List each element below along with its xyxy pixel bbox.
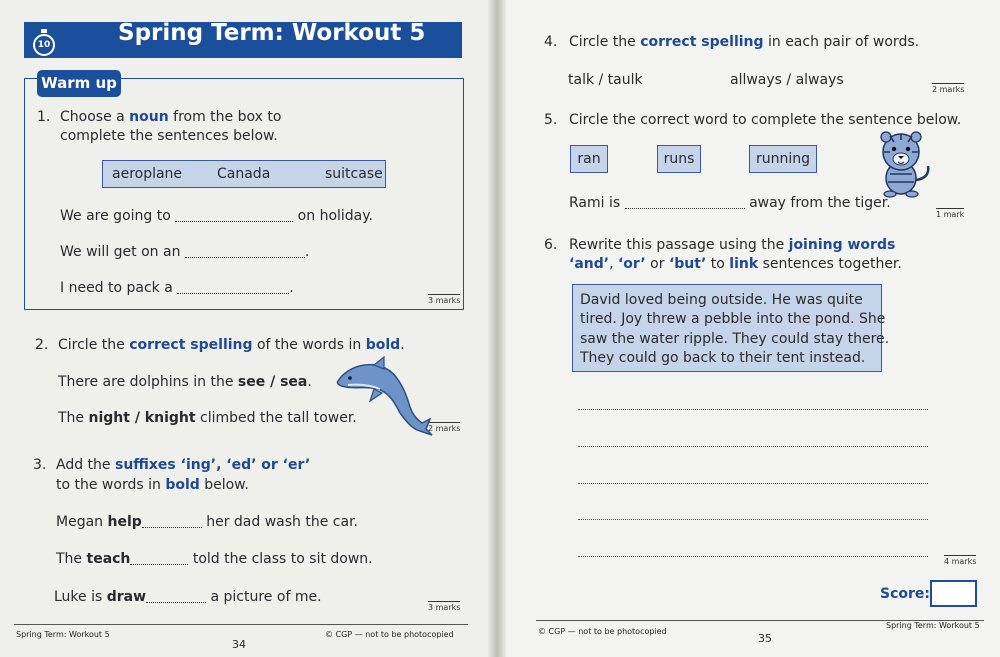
stopwatch-icon: 10 <box>33 34 55 56</box>
q1-sentence-3: I need to pack a . <box>60 280 294 296</box>
passage-line: saw the water ripple. They could stay there. <box>580 331 890 347</box>
q1-instruction-line2: complete the sentences below. <box>60 128 278 144</box>
word-option: aeroplane <box>112 166 183 182</box>
q6-instruction-line1: Rewrite this passage using the joining words <box>569 237 896 253</box>
q1-sentence-1: We are going to on holiday. <box>60 208 373 224</box>
answer-blank[interactable] <box>185 257 305 258</box>
score-label: Score: <box>880 586 930 602</box>
passage-line: David loved being outside. He was quite <box>580 292 863 308</box>
q4-marks: 2 marks <box>932 85 965 94</box>
q4-number: 4. <box>544 34 558 50</box>
q2-marks: 2 marks <box>428 424 461 433</box>
page-title: Spring Term: Workout 5 <box>118 20 426 46</box>
noun-word-box <box>102 160 386 188</box>
q5-sentence: Rami is away from the tiger. <box>569 195 891 211</box>
q6-instruction-line2: ‘and’, ‘or’ or ‘but’ to link sentences together. <box>569 256 902 272</box>
q1-sentence-2: We will get on an . <box>60 244 310 260</box>
q3-sentence-1: Megan help her dad wash the car. <box>56 514 358 530</box>
q1-instruction-line1: Choose a noun from the box to <box>60 109 282 125</box>
footer-copyright: © CGP — not to be photocopied <box>538 627 667 636</box>
writing-line[interactable] <box>578 446 928 447</box>
answer-blank[interactable] <box>177 293 289 294</box>
writing-line[interactable] <box>578 519 928 520</box>
circle-choice[interactable]: night / knight <box>88 410 196 426</box>
score-box[interactable] <box>930 580 977 607</box>
page-number: 34 <box>232 638 246 651</box>
book-spine <box>488 0 506 657</box>
answer-blank[interactable] <box>625 208 745 209</box>
passage-line: They could go back to their tent instead. <box>580 350 866 366</box>
answer-blank[interactable] <box>146 602 206 603</box>
q4-instruction: Circle the correct spelling in each pair of words. <box>569 34 920 50</box>
tiger-illustration <box>868 128 934 198</box>
q3-number: 3. <box>33 457 47 473</box>
q3-instruction-line2: to the words in bold below. <box>56 477 249 493</box>
stopwatch-knob <box>41 29 47 33</box>
warmup-label: Warm up <box>37 70 121 97</box>
q5-instruction: Circle the correct word to complete the sentence below. <box>569 112 962 128</box>
word-option: suitcase <box>325 166 383 182</box>
answer-blank[interactable] <box>130 564 188 565</box>
q6-number: 6. <box>544 237 558 253</box>
passage-line: tired. Joy threw a pebble into the pond. She <box>580 311 886 327</box>
q2-instruction: Circle the correct spelling of the words in bold. <box>58 337 405 353</box>
footer-workout-label: Spring Term: Workout 5 <box>886 621 980 630</box>
q5-option-running[interactable]: running <box>749 145 817 173</box>
writing-line[interactable] <box>578 556 928 557</box>
writing-line[interactable] <box>578 483 928 484</box>
q4-word-pair-1[interactable]: talk / taulk <box>568 72 643 88</box>
q3-marks: 3 marks <box>428 603 461 612</box>
q2-sentence-2: The night / knight climbed the tall tower. <box>58 410 357 426</box>
q6-marks: 4 marks <box>944 557 977 566</box>
word-option: Canada <box>217 166 271 182</box>
footer-workout-label: Spring Term: Workout 5 <box>16 630 110 639</box>
q5-option-runs[interactable]: runs <box>657 145 701 173</box>
q2-number: 2. <box>35 337 49 353</box>
q3-sentence-3: Luke is draw a picture of me. <box>54 589 322 605</box>
writing-line[interactable] <box>578 409 928 410</box>
q3-sentence-2: The teach told the class to sit down. <box>56 551 373 567</box>
footer-rule <box>14 624 468 625</box>
q5-option-ran[interactable]: ran <box>570 145 608 173</box>
answer-blank[interactable] <box>142 527 202 528</box>
page-number: 35 <box>758 632 772 645</box>
q2-sentence-1: There are dolphins in the see / sea. <box>58 374 312 390</box>
q5-number: 5. <box>544 112 558 128</box>
dolphin-illustration <box>334 355 434 437</box>
answer-blank[interactable] <box>175 221 293 222</box>
q3-instruction-line1: Add the suffixes ‘ing’, ‘ed’ or ‘er’ <box>56 457 311 473</box>
q1-number: 1. <box>37 109 51 125</box>
q1-marks: 3 marks <box>428 296 461 305</box>
footer-copyright: © CGP — not to be photocopied <box>325 630 454 639</box>
q5-marks: 1 mark <box>936 210 965 219</box>
q4-word-pair-2[interactable]: allways / always <box>730 72 844 88</box>
circle-choice[interactable]: see / sea <box>237 374 308 390</box>
